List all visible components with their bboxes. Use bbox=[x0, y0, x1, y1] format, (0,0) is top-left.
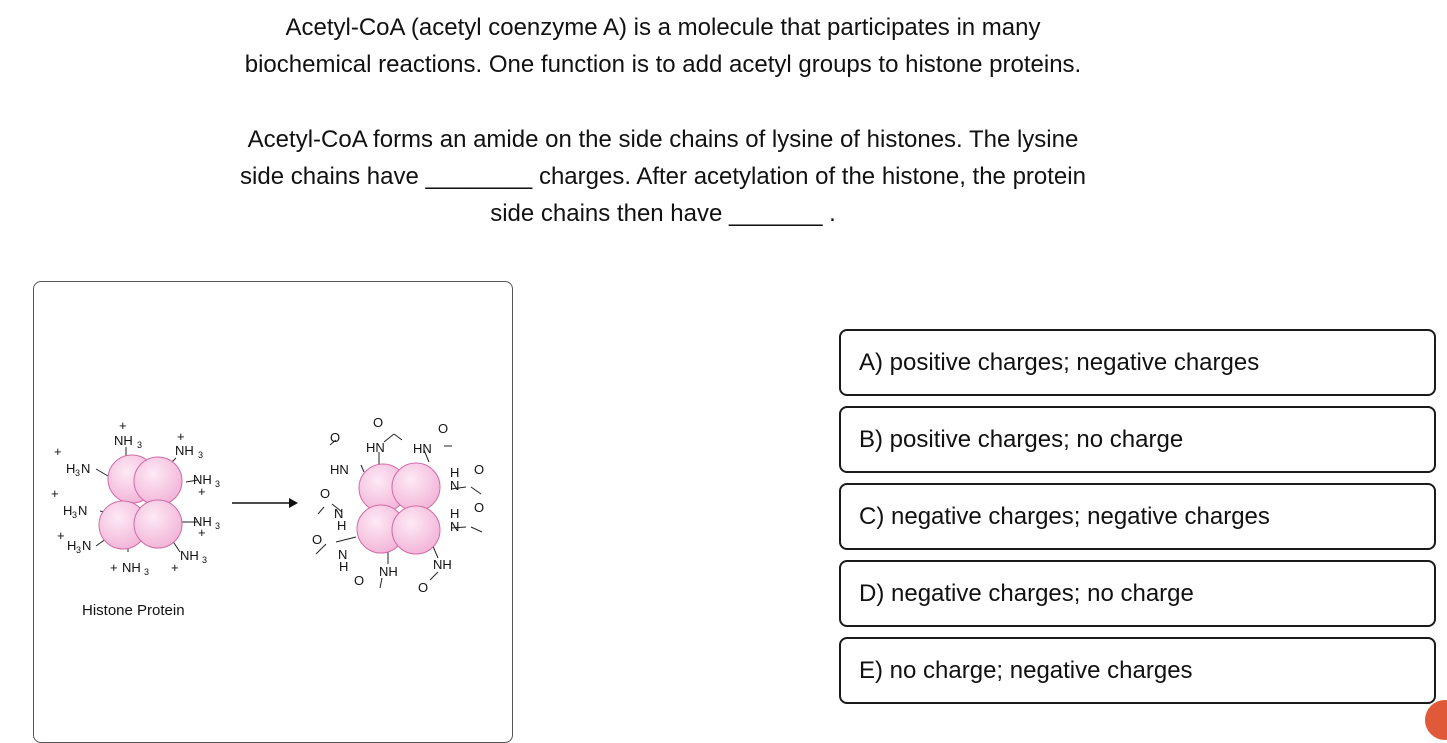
plus-charge-label: + bbox=[198, 525, 206, 540]
histone-unacetylated bbox=[51, 418, 220, 577]
subscript-3-label: 3 bbox=[202, 555, 208, 565]
subscript-3-label: 3 bbox=[144, 567, 150, 577]
h3n-n-label: N bbox=[78, 503, 88, 518]
h-label: H bbox=[450, 465, 460, 480]
answer-option-c[interactable]: C) negative charges; negative charges bbox=[839, 483, 1436, 550]
n-label: N bbox=[334, 506, 344, 521]
n-label: N bbox=[450, 478, 460, 493]
oxygen-label: O bbox=[474, 462, 485, 477]
reaction-arrow bbox=[232, 498, 298, 508]
oxygen-label: O bbox=[320, 486, 331, 501]
question-blank-line: side chains then have _______ . bbox=[490, 200, 836, 227]
h-label: H bbox=[450, 506, 460, 521]
answer-option-e[interactable]: E) no charge; negative charges bbox=[839, 637, 1436, 704]
nh3-label: NH bbox=[193, 514, 212, 529]
hn-label: HN bbox=[366, 440, 385, 455]
histone-sphere bbox=[392, 506, 440, 554]
histone-sphere bbox=[134, 457, 182, 505]
histone-acetylation-diagram bbox=[34, 282, 512, 742]
nh3-label: NH bbox=[175, 443, 194, 458]
h3n-h-label: H bbox=[66, 461, 76, 476]
h3n-h-label: H bbox=[63, 503, 73, 518]
n-label: N bbox=[338, 547, 348, 562]
plus-charge-label: + bbox=[51, 486, 59, 501]
oxygen-label: O bbox=[418, 580, 429, 595]
plus-charge-label: + bbox=[54, 444, 62, 459]
plus-charge-label: + bbox=[177, 429, 185, 444]
question-intro bbox=[160, 9, 1166, 83]
plus-charge-label: + bbox=[110, 560, 118, 575]
histone-sphere bbox=[392, 463, 440, 511]
plus-charge-label: + bbox=[198, 484, 206, 499]
h-label: H bbox=[337, 518, 347, 533]
h-label: H bbox=[339, 559, 349, 574]
plus-charge-label: + bbox=[171, 560, 179, 575]
subscript-3-label: 3 bbox=[215, 521, 221, 531]
question-fill-in-blank bbox=[160, 121, 1166, 232]
question-intro-line: biochemical reactions. One function is to add acetyl groups to histone proteins. bbox=[244, 51, 1082, 78]
oxygen-label: O bbox=[312, 532, 323, 547]
hn-label: HN bbox=[330, 462, 349, 477]
oxygen-label: O bbox=[330, 430, 341, 445]
nh3-label: NH bbox=[180, 548, 199, 563]
question-blank-line: Acetyl-CoA forms an amide on the side chains of lysine of histones. The lysine bbox=[247, 126, 1079, 153]
figure-caption: Histone Protein bbox=[82, 602, 185, 619]
hn-label: HN bbox=[413, 441, 432, 456]
question-blank-line: side chains have ________ charges. After acetylation of the histone, the protein bbox=[240, 163, 1086, 190]
question-intro-line: Acetyl-CoA (acetyl coenzyme A) is a molecule that participates in many bbox=[285, 14, 1041, 41]
n-label: N bbox=[450, 519, 460, 534]
subscript-3-label: 3 bbox=[76, 545, 82, 555]
answer-option-d[interactable]: D) negative charges; no charge bbox=[839, 560, 1436, 627]
h3n-h-label: H bbox=[67, 538, 77, 553]
subscript-3-label: 3 bbox=[198, 450, 204, 460]
subscript-3-label: 3 bbox=[137, 440, 143, 450]
h3n-n-label: N bbox=[82, 538, 92, 553]
subscript-3-label: 3 bbox=[215, 479, 221, 489]
oxygen-label: O bbox=[438, 421, 449, 436]
histone-figure-panel bbox=[33, 281, 513, 743]
answer-option-a[interactable]: A) positive charges; negative charges bbox=[839, 329, 1436, 396]
histone-acetylated bbox=[312, 415, 484, 595]
oxygen-label: O bbox=[354, 573, 365, 588]
subscript-3-label: 3 bbox=[75, 468, 81, 478]
nh-label: NH bbox=[433, 557, 452, 572]
plus-charge-label: + bbox=[57, 528, 65, 543]
histone-sphere bbox=[134, 500, 182, 548]
nh-label: NH bbox=[379, 564, 398, 579]
plus-charge-label: + bbox=[119, 418, 127, 433]
nh3-label: NH bbox=[122, 560, 141, 575]
answer-option-b[interactable]: B) positive charges; no charge bbox=[839, 406, 1436, 473]
oxygen-label: O bbox=[474, 500, 485, 515]
corner-widget[interactable] bbox=[1425, 700, 1447, 740]
oxygen-label: O bbox=[373, 415, 384, 430]
nh3-label: NH bbox=[114, 433, 133, 448]
subscript-3-label: 3 bbox=[72, 510, 78, 520]
nh3-label: NH bbox=[193, 472, 212, 487]
h3n-n-label: N bbox=[81, 461, 91, 476]
